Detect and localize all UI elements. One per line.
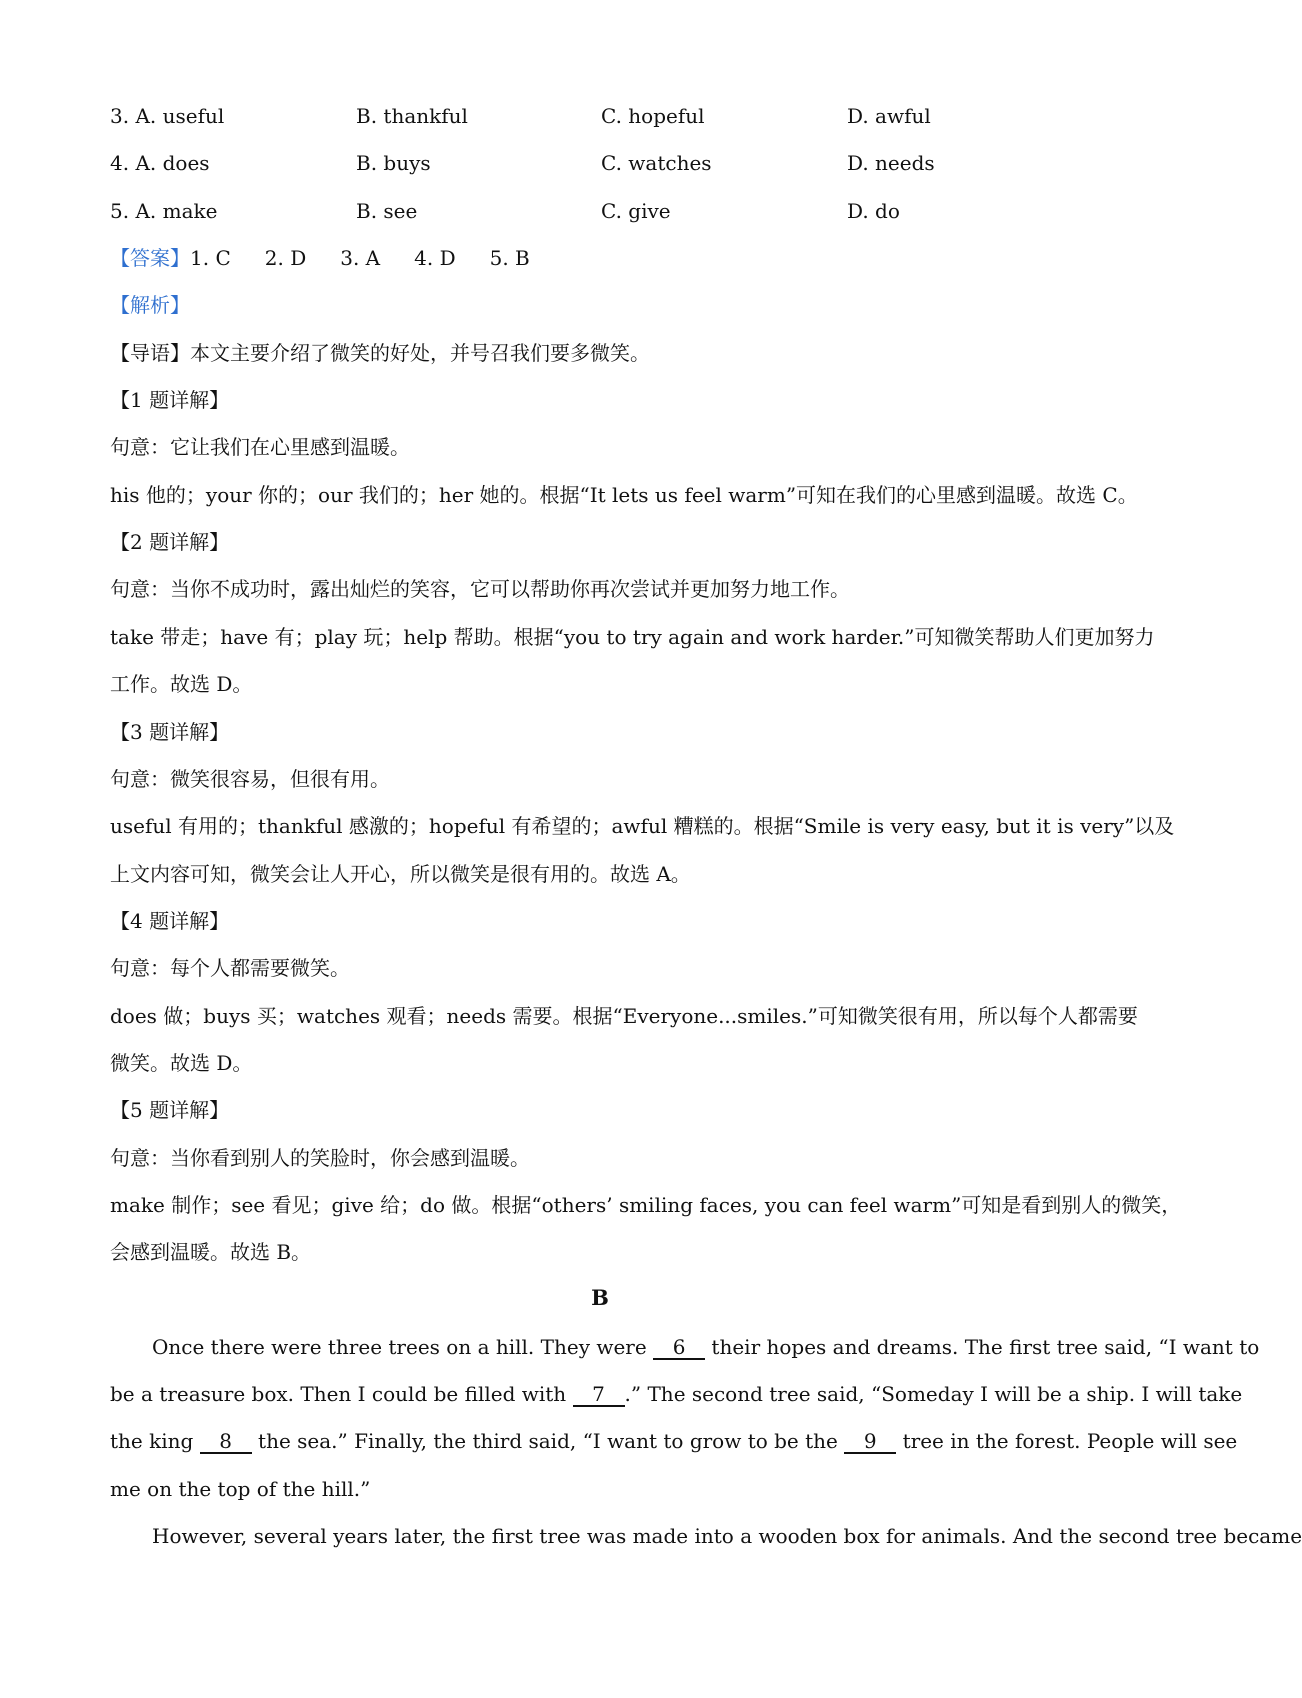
blank-9: 9 <box>844 1430 896 1454</box>
option-3-c: C. hopeful <box>601 104 705 128</box>
passage-text: .” The second tree said, “Someday I will be a ship. I will take <box>624 1382 1243 1406</box>
option-4-b: B. buys <box>356 151 431 175</box>
answer-label: 【答案】 <box>110 246 190 270</box>
passage-text: the king <box>110 1429 200 1453</box>
section-title: B <box>591 1285 609 1310</box>
option-4-a: 4. A. does <box>110 151 210 175</box>
analysis-label: 【解析】 <box>110 293 190 317</box>
blank-7: 7 <box>573 1383 625 1407</box>
q5-heading: 【5 题详解】 <box>110 1098 230 1122</box>
blank-6: 6 <box>653 1336 705 1360</box>
q1-explanation: his 他的；your 你的；our 我们的；her 她的。根据“It lets us feel warm”可知在我们的心里感到温暖。故选 C。 <box>110 483 1138 507</box>
q5-explanation: make 制作；see 看见；give 给；do 做。根据“others’ smiling faces, you can feel warm”可知是看到别人的微笑， <box>110 1193 1182 1217</box>
option-3-b: B. thankful <box>356 104 468 128</box>
q5-meaning: 句意：当你看到别人的笑脸时，你会感到温暖。 <box>110 1146 530 1170</box>
option-3-d: D. awful <box>847 104 931 128</box>
passage-line <box>110 1380 1242 1408</box>
q1-meaning: 句意：它让我们在心里感到温暖。 <box>110 435 410 459</box>
passage-text: the sea.” Finally, the third said, “I want to grow to be the <box>251 1429 845 1453</box>
q5-explanation-cont: 会感到温暖。故选 B。 <box>110 1240 312 1264</box>
option-3-a: 3. A. useful <box>110 104 225 128</box>
option-5-a: 5. A. make <box>110 199 218 223</box>
answer-item: 3. A <box>340 246 381 270</box>
passage-line: me on the top of the hill.” <box>110 1477 371 1501</box>
passage-line: However, several years later, the first tree was made into a wooden box for animals. And the second tree became <box>152 1524 1302 1548</box>
answer-line <box>110 244 530 272</box>
intro-line: 【导语】本文主要介绍了微笑的好处，并号召我们要多微笑。 <box>110 341 650 365</box>
q4-explanation: does 做；buys 买；watches 观看；needs 需要。根据“Everyone...smiles.”可知微笑很有用，所以每个人都需要 <box>110 1004 1138 1028</box>
q2-explanation-cont: 工作。故选 D。 <box>110 672 253 696</box>
q3-explanation: useful 有用的；thankful 感激的；hopeful 有希望的；awful 糟糕的。根据“Smile is very easy, but it is very”以及 <box>110 814 1175 838</box>
passage-text: Once there were three trees on a hill. They were <box>152 1335 654 1359</box>
option-4-c: C. watches <box>601 151 712 175</box>
passage-text: their hopes and dreams. The first tree said, “I want to <box>705 1335 1260 1359</box>
passage-line <box>152 1333 1259 1361</box>
q3-explanation-cont: 上文内容可知，微笑会让人开心，所以微笑是很有用的。故选 A。 <box>110 862 691 886</box>
option-5-c: C. give <box>601 199 671 223</box>
answer-item: 4. D <box>414 246 456 270</box>
option-4-d: D. needs <box>847 151 935 175</box>
answer-item: 5. B <box>489 246 530 270</box>
passage-text: tree in the forest. People will see <box>896 1429 1238 1453</box>
answer-item: 1. C <box>190 246 231 270</box>
option-5-b: B. see <box>356 199 418 223</box>
q4-heading: 【4 题详解】 <box>110 909 230 933</box>
q1-heading: 【1 题详解】 <box>110 388 230 412</box>
q2-explanation: take 带走；have 有；play 玩；help 帮助。根据“you to try again and work harder.”可知微笑帮助人们更加努力 <box>110 625 1155 649</box>
q3-meaning: 句意：微笑很容易，但很有用。 <box>110 767 390 791</box>
passage-text: be a treasure box. Then I could be filled with <box>110 1382 573 1406</box>
option-5-d: D. do <box>847 199 900 223</box>
q2-meaning: 句意：当你不成功时，露出灿烂的笑容，它可以帮助你再次尝试并更加努力地工作。 <box>110 577 850 601</box>
answer-item: 2. D <box>264 246 307 270</box>
q3-heading: 【3 题详解】 <box>110 720 230 744</box>
passage-line <box>110 1427 1237 1455</box>
q4-explanation-cont: 微笑。故选 D。 <box>110 1051 253 1075</box>
q2-heading: 【2 题详解】 <box>110 530 230 554</box>
q4-meaning: 句意：每个人都需要微笑。 <box>110 956 350 980</box>
blank-8: 8 <box>200 1430 252 1454</box>
